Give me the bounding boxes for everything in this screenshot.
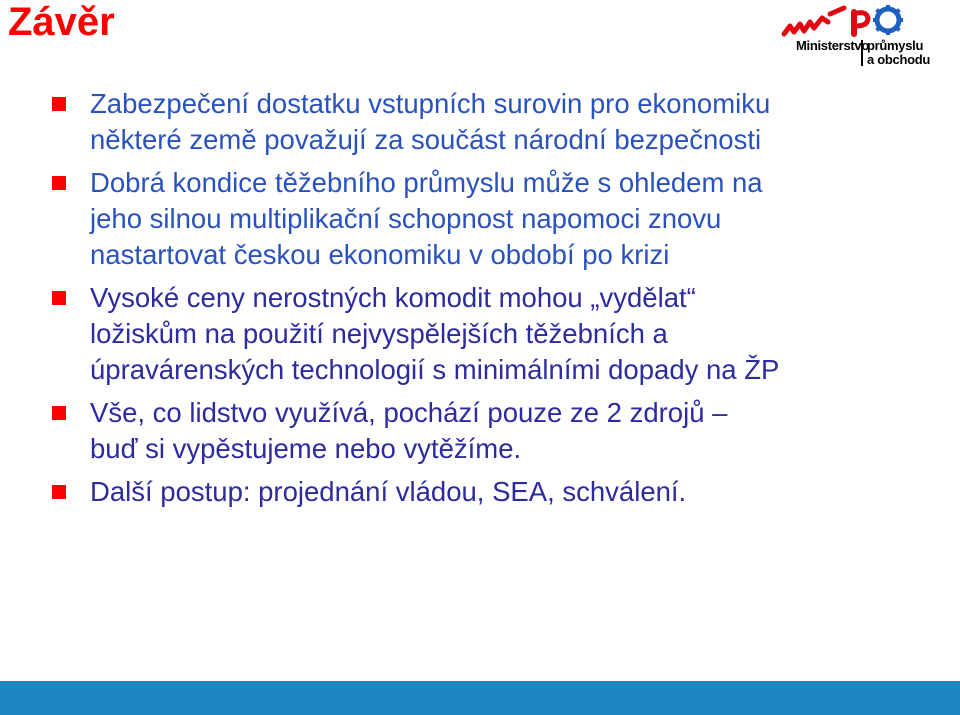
square-bullet-icon — [52, 406, 66, 420]
bullet-line: buď si vypěstujeme nebo vytěžíme. — [90, 433, 522, 464]
bullet-item — [52, 474, 952, 510]
square-bullet-icon — [52, 97, 66, 111]
bullet-item — [52, 165, 952, 273]
bullet-line: Zabezpečení dostatku vstupních surovin pro ekonomiku — [90, 88, 771, 119]
logo-word-ministerstvo: Ministerstvo — [796, 38, 869, 53]
square-bullet-icon — [52, 485, 66, 499]
bullet-line: jeho silnou multiplikační schopnost napomoci znovu — [90, 203, 722, 234]
ministry-logo — [770, 4, 950, 68]
square-bullet-icon — [52, 176, 66, 190]
bullet-item — [52, 395, 952, 467]
logo-word-prumyslu: průmyslu — [867, 38, 924, 53]
bullet-line: Dobrá kondice těžebního průmyslu může s ohledem na — [90, 167, 763, 198]
bullet-item — [52, 280, 952, 388]
footer-bar — [0, 681, 960, 715]
bullet-line: Vysoké ceny nerostných komodit mohou „vydělat“ — [90, 282, 696, 313]
bullet-line: ložiskům na použití nejvyspělejších těžebních a — [90, 318, 668, 349]
bullet-line: Vše, co lidstvo využívá, pochází pouze ze 2 zdrojů – — [90, 397, 728, 428]
bullet-line: nastartovat českou ekonomiku v období po krizi — [90, 239, 670, 270]
square-bullet-icon — [52, 291, 66, 305]
logo-word-a-obchodu: a obchodu — [867, 52, 931, 67]
bullet-item — [52, 86, 952, 158]
bullet-line: některé země považují za součást národní bezpečnosti — [90, 124, 762, 155]
slide-title: Závěr — [8, 0, 115, 44]
bullet-list — [52, 86, 952, 517]
bullet-line: Další postup: projednání vládou, SEA, schválení. — [90, 476, 687, 507]
bullet-line: úpravárenských technologií s minimálními dopady na ŽP — [90, 354, 780, 385]
